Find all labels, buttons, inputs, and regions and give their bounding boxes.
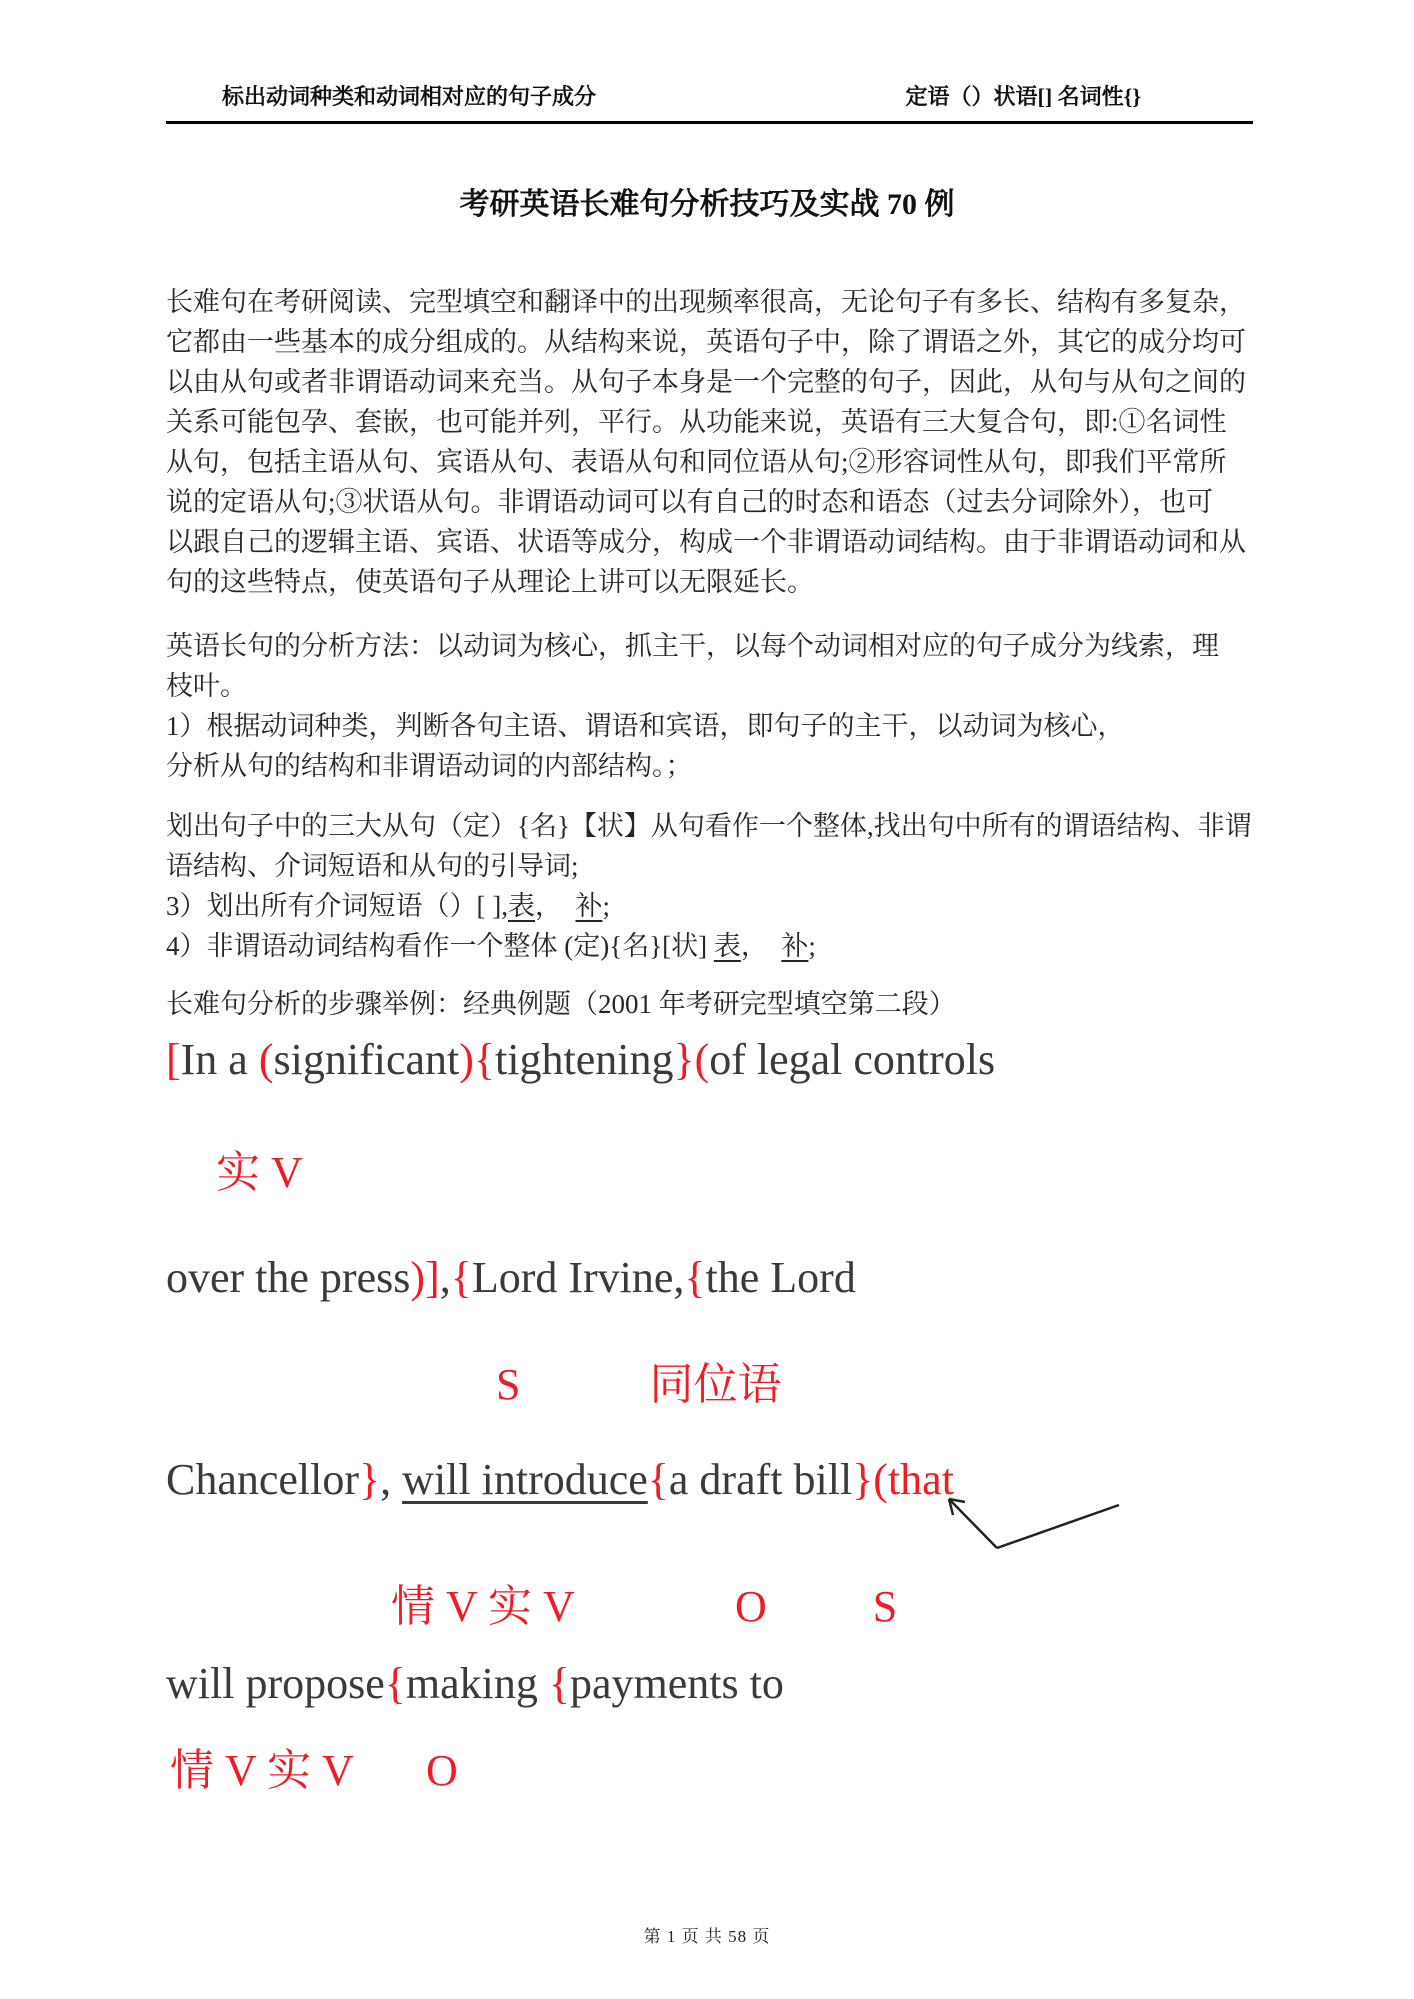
steps-line: 语结构、介词短语和从句的引导词; bbox=[166, 851, 579, 881]
text-segment: over the press bbox=[166, 1253, 411, 1302]
intro-line: 从句，包括主语从句、宾语从句、表语从句和同位语从句;②形容词性从句，即我们平常所 bbox=[166, 447, 1227, 477]
annotation-label: 情 V 实 V bbox=[391, 1582, 574, 1631]
text-segment: , bbox=[439, 1253, 451, 1302]
text-segment: (that bbox=[873, 1455, 954, 1504]
text-segment: ] bbox=[425, 1253, 440, 1302]
annotation-label: S bbox=[496, 1360, 521, 1409]
annotation-label: O bbox=[425, 1746, 458, 1795]
annotation-row-2 bbox=[166, 1357, 1248, 1412]
intro-line: 关系可能包孕、套嵌，也可能并列，平行。从功能来说，英语有三大复合句，即:①名词性 bbox=[166, 407, 1227, 437]
intro-line: 以由从句或者非谓语动词来充当。从句子本身是一个完整的句子，因此，从句与从句之间的 bbox=[166, 367, 1246, 397]
text-segment: significant bbox=[273, 1035, 460, 1084]
page-content bbox=[166, 282, 1252, 1798]
page-footer: 第 1 页 共 58 页 bbox=[643, 1927, 771, 1946]
annotation-label: O bbox=[734, 1582, 767, 1631]
text-segment: 补 bbox=[575, 891, 603, 921]
text-segment: { bbox=[450, 1253, 472, 1302]
steps-paragraph bbox=[166, 806, 1252, 966]
text-segment: { bbox=[473, 1035, 496, 1084]
intro-line: 长难句在考研阅读、完型填空和翻译中的出现频率很高，无论句子有多长、结构有多复杂， bbox=[166, 287, 1246, 317]
text-segment: ， bbox=[534, 891, 576, 921]
text-segment: } bbox=[359, 1455, 381, 1504]
text-segment: tightening bbox=[495, 1035, 674, 1084]
text-segment: of legal controls bbox=[709, 1035, 996, 1084]
sentence-line-4 bbox=[166, 1656, 1248, 1711]
text-segment: ( bbox=[258, 1035, 274, 1084]
method-line: 1）根据动词种类，判断各句主语、谓语和宾语，即句子的主干，以动词为核心， bbox=[166, 711, 1125, 741]
text-segment: will propose bbox=[166, 1659, 385, 1708]
text-segment: ; bbox=[808, 931, 816, 961]
text-segment: 表 bbox=[507, 891, 535, 921]
text-segment: ， bbox=[740, 931, 782, 961]
method-line: 分析从句的结构和非谓语动词的内部结构。； bbox=[166, 751, 693, 781]
intro-line: 句的这些特点，使英语句子从理论上讲可以无限延长。 bbox=[166, 567, 814, 597]
text-segment: the Lord bbox=[705, 1253, 856, 1302]
pointer-arrow-icon bbox=[935, 1488, 1125, 1558]
annotation-label: 实 V bbox=[216, 1148, 303, 1197]
text-segment: 4）非谓语动词结构看作一个整体 (定){名}[状] bbox=[166, 931, 714, 961]
text-segment: { bbox=[684, 1253, 706, 1302]
header-left-label: 标出动词种类和动词相对应的句子成分 bbox=[222, 84, 597, 109]
text-segment: 表 bbox=[713, 931, 741, 961]
steps-line: 划出句子中的三大从句（定）{名}【状】从句看作一个整体,找出句中所有的谓语结构、非谓 bbox=[166, 811, 1252, 841]
text-segment: making bbox=[405, 1659, 549, 1708]
annotation-row-4 bbox=[166, 1743, 1248, 1798]
text-segment: { bbox=[384, 1659, 406, 1708]
text-segment: payments to bbox=[570, 1659, 784, 1708]
method-line: 枝叶。 bbox=[166, 671, 247, 701]
method-line: 英语长句的分析方法：以动词为核心，抓主干，以每个动词相对应的句子成分为线索，理 bbox=[166, 631, 1219, 661]
text-segment: ; bbox=[602, 891, 610, 921]
text-segment: { bbox=[647, 1455, 669, 1504]
text-segment: 3）划出所有介词短语（）[ ], bbox=[166, 891, 508, 921]
text-segment: will introduce bbox=[402, 1455, 648, 1504]
annotation-label: 同位语 bbox=[649, 1360, 782, 1409]
text-segment: ) bbox=[410, 1253, 426, 1302]
text-segment: , bbox=[380, 1455, 403, 1504]
annotation-label: 情 V 实 V bbox=[170, 1746, 353, 1795]
intro-line: 它都由一些基本的成分组成的。从结构来说，英语句子中，除了谓语之外，其它的成分均可 bbox=[166, 327, 1246, 357]
text-segment: ) bbox=[459, 1035, 474, 1084]
page-header bbox=[166, 0, 1253, 124]
header-right-label: 定语（）状语[] 名词性{} bbox=[905, 84, 1141, 109]
text-segment: Lord Irvine, bbox=[471, 1253, 685, 1302]
text-segment: { bbox=[548, 1659, 570, 1708]
page-title: 考研英语长难句分析技巧及实战 70 例 bbox=[459, 188, 955, 221]
annotation-row-3 bbox=[166, 1579, 1248, 1634]
example-intro: 长难句分析的步骤举例：经典例题（2001 年考研完型填空第二段） bbox=[166, 989, 956, 1019]
method-paragraph bbox=[166, 626, 1248, 786]
steps-line bbox=[166, 886, 1248, 926]
text-segment: 补 bbox=[781, 931, 809, 961]
text-segment: Chancellor bbox=[166, 1455, 360, 1504]
text-segment: a draft bill bbox=[668, 1455, 853, 1504]
text-segment: ( bbox=[694, 1035, 710, 1084]
steps-line bbox=[166, 926, 1248, 966]
text-segment: } bbox=[852, 1455, 874, 1504]
text-segment: [ bbox=[166, 1035, 181, 1084]
sentence-line-2 bbox=[166, 1250, 1248, 1305]
text-segment: } bbox=[673, 1035, 695, 1084]
annotation-label: S bbox=[872, 1582, 898, 1631]
intro-paragraph bbox=[166, 282, 1248, 602]
intro-line: 以跟自己的逻辑主语、宾语、状语等成分，构成一个非谓语动词结构。由于非谓语动词和从 bbox=[166, 527, 1246, 557]
intro-line: 说的定语从句;③状语从句。非谓语动词可以有自己的时态和语态（过去分词除外），也可 bbox=[166, 487, 1213, 517]
annotation-row-1 bbox=[166, 1145, 1248, 1200]
sentence-line-1 bbox=[166, 1032, 1248, 1087]
text-segment: In a bbox=[180, 1035, 259, 1084]
